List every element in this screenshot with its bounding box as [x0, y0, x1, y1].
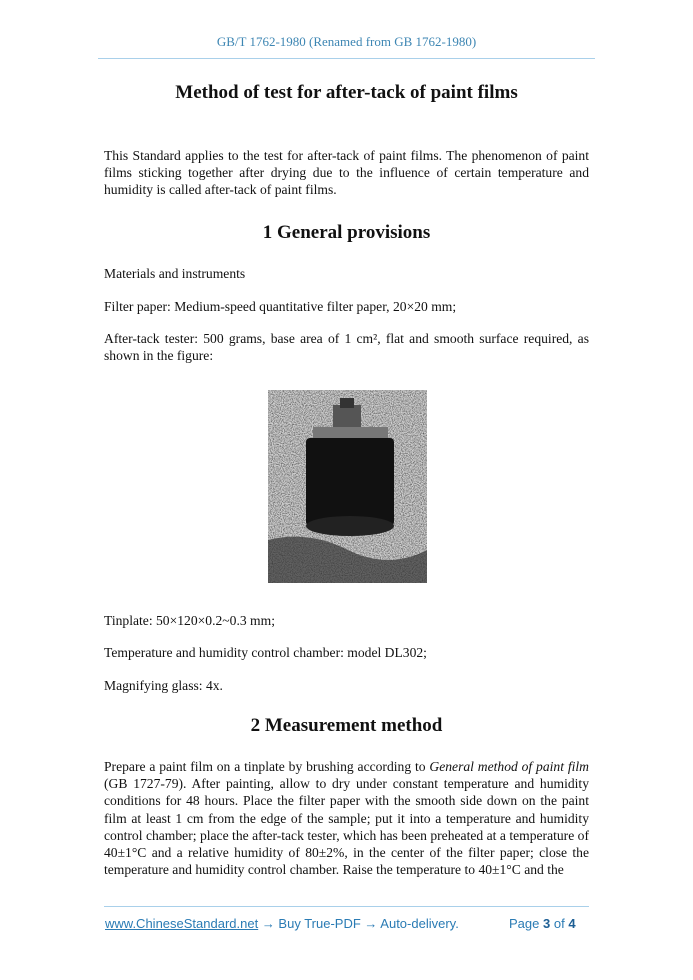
- magnifier-item: Magnifying glass: 4x.: [104, 678, 223, 693]
- tinplate-item: Tinplate: 50×120×0.2~0.3 mm;: [104, 613, 275, 628]
- header-doc-id: GB/T 1762-1980 (Renamed from GB 1762-1980): [216, 34, 477, 49]
- section-2-heading: 2 Measurement method: [250, 715, 443, 736]
- para-text: Prepare a paint film on a tinplate by brushing according to: [104, 759, 430, 774]
- header-divider: [98, 58, 595, 59]
- page-total: 4: [568, 916, 576, 931]
- intro-paragraph: This Standard applies to the test for after-tack of paint films. The phenomenon of paint films sticking together after drying due to the influence of certain temperature and humidity is called after-tack of paint films.: [104, 148, 589, 198]
- chamber-item: Temperature and humidity control chamber: model DL302;: [104, 645, 427, 660]
- page-label: Page: [509, 916, 540, 931]
- after-tack-tester-figure: [268, 390, 427, 583]
- of-label: of: [553, 916, 565, 931]
- measurement-paragraph: [104, 758, 589, 878]
- referenced-standard-title: General method of paint film: [429, 759, 589, 774]
- page-number: 3: [543, 916, 551, 931]
- page-indicator: [509, 916, 576, 931]
- footer-divider: [104, 906, 589, 907]
- footer-promo: [105, 916, 459, 931]
- section-1-heading: 1 General provisions: [262, 222, 431, 243]
- footer-promo-text: → Buy True-PDF → Auto-delivery.: [258, 916, 459, 931]
- site-link[interactable]: www.ChineseStandard.net: [105, 916, 259, 931]
- page-title: Method of test for after-tack of paint films: [175, 82, 518, 103]
- filter-paper-item: Filter paper: Medium-speed quantitative filter paper, 20×20 mm;: [104, 299, 457, 314]
- para-text: (GB 1727-79). After painting, allow to dry under constant temperature and humidity conditions for 48 hours. Place the filter paper with the smooth side down on the paint film at least 1 cm from the edge of the sample; put it into a temperature and humidity control chamber; place the after-tack tester, which has been preheated at a temperature of 40±1°C and a relative humidity of 80±2%, in the center of the filter paper; close the temperature and humidity control chamber. Raise the temperature to 40±1°C and the: [104, 776, 589, 878]
- tester-item: After-tack tester: 500 grams, base area of 1 cm², flat and smooth surface required, as shown in the figure:: [104, 331, 589, 364]
- materials-label: Materials and instruments: [104, 266, 246, 281]
